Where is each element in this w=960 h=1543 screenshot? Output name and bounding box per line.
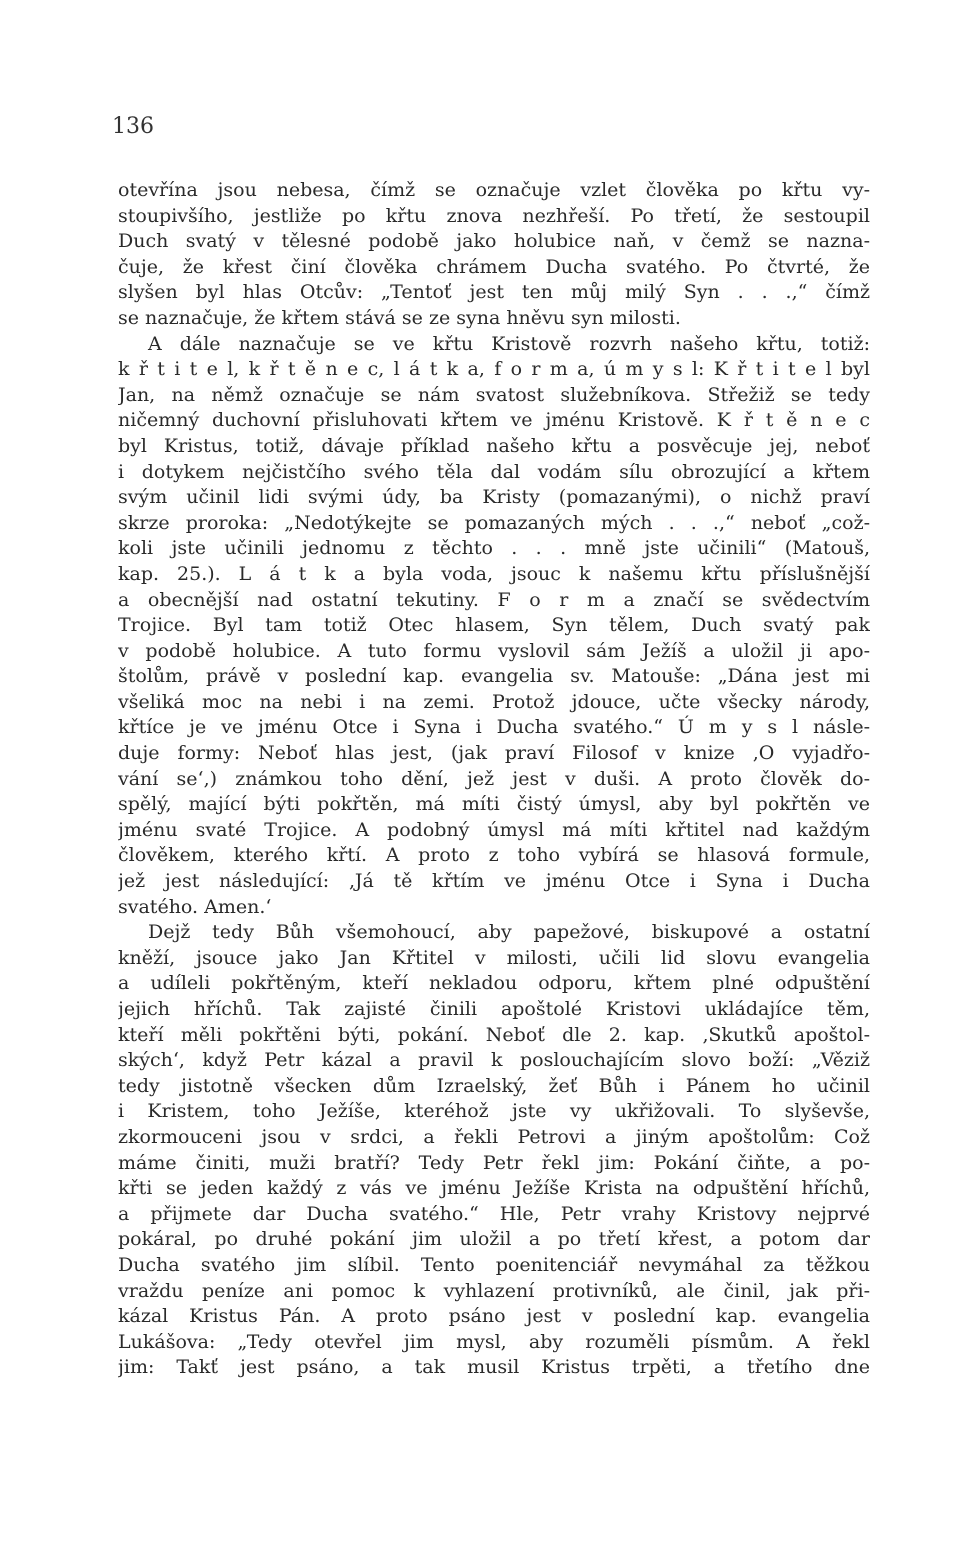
text-line: ských‘, když Petr kázal a pravil k poslouchajícím slovo boží: „Věziž [118, 1049, 870, 1072]
text-line: a obecnější nad ostatní tekutiny. F o r m a značí se svědectvím [118, 588, 870, 611]
text-line: A dále naznačuje se ve křtu Kristově rozvrh našeho křtu, totiž: [148, 332, 870, 355]
text-line: jim: Takť jest psáno, a tak musil Kristus trpěti, a třetího dne [118, 1356, 870, 1379]
text-line: a udíleli pokřtěným, kteří nekladou odporu, křtem plné odpuštění [118, 972, 870, 995]
text-line: otevřína jsou nebesa, čímž se označuje vzlet člověka po křtu vy- [118, 179, 870, 201]
text-line: koli jste učinili jednomu z těchto . . . mně jste učinili“ (Matouš, [118, 537, 870, 560]
text-line: a přijmete dar Ducha svatého.“ Hle, Petr vrahy Kristovy nejprvé [118, 1202, 870, 1225]
text-line: v podobě holubice. A tuto formu vyslovil sám Ježíš a uložil ji apo- [118, 639, 870, 662]
text-line: Jan, na němž označuje se nám svatost služebníkova. Střežiž se tedy [118, 383, 870, 406]
text-line: spělý, mající býti pokřtěn, má míti čistý úmysl, aby byl pokřtěn ve [118, 793, 870, 816]
text-line: křti se jeden každý z vás ve jménu Ježíše Krista na odpuštění hříchů, [118, 1177, 870, 1200]
text-line: skrze proroka: „Nedotýkejte se pomazaných mých . . .,“ neboť „což- [118, 511, 870, 534]
text-line: vraždu peníze ani pomoc k vyhlazení protivníků, ale činil, jak při- [118, 1279, 870, 1302]
text-line: Trojice. Byl tam totiž Otec hlasem, Syn tělem, Duch svatý pak [118, 614, 870, 637]
text-line: i Kristem, toho Ježíše, kteréhož jste vy ukřižovali. To slyševše, [118, 1100, 870, 1123]
text-line: vání se‘,) známkou toho dění, jež jest v duši. A proto člověk do- [118, 767, 870, 790]
text-line: k ř t i t e l, k ř t ě n e c, l á t k a, f o r m a, ú m y s l: K ř t i t e l byl [118, 358, 870, 381]
text-line: slyšen byl hlas Otcův: „Tentoť jest ten můj milý Syn . . .,“ čímž [118, 281, 870, 304]
text-line: jménu svaté Trojice. A podobný úmysl má míti křtitel nad každým [118, 818, 870, 841]
text-line: se naznačuje, že křtem stává se ze syna hněvu syn milosti. [118, 306, 681, 329]
text-line: svým učinil lidi svými údy, ba Kristy (pomazanými), o nichž praví [118, 486, 870, 509]
text-line: Ducha svatého jim slíbil. Tento poenitenciář nevymáhal za těžkou [118, 1253, 870, 1276]
body-text [118, 178, 870, 1381]
text-line: i dotykem nejčistčího svého těla dal vodám sílu obrozující a křtem [118, 460, 870, 483]
text-line: Dejž tedy Bůh všemohoucí, aby papežové, biskupové a ostatní [148, 921, 870, 944]
text-line: Lukášova: „Tedy otevřel jim mysl, aby rozuměli písmům. A řekl [118, 1330, 870, 1353]
text-line: stoupivšího, jestliže po křtu znova nezhřeší. Po třetí, že sestoupil [118, 204, 870, 227]
text-line: kněží, jsouce jako Jan Křtitel v milosti, učili lid slovu evangelia [118, 946, 870, 969]
page-number: 136 [112, 114, 154, 139]
text-line: jež jest následující: ‚Já tě křtím ve jménu Otce i Syna i Ducha [118, 870, 870, 893]
text-line: kteří měli pokřtěni býti, pokání. Neboť dle 2. kap. ‚Skutků apoštol- [118, 1023, 870, 1046]
text-line: jejich hříchů. Tak zajisté činili apoštolé Kristovi ukládajíce těm, [118, 998, 870, 1020]
text-line: máme činiti, muži bratří? Tedy Petr řekl jim: Pokání čiňte, a po- [118, 1151, 870, 1174]
text-line: svatého. Amen.‘ [118, 895, 272, 918]
text-line: pokáral, po druhé pokání jim uložil a po třetí křest, a potom dar [118, 1228, 870, 1251]
text-line: ničemný duchovní přisluhovati křtem ve jménu Kristově. K ř t ě n e c [118, 409, 870, 432]
text-line: kap. 25.). L á t k a byla voda, jsouc k našemu křtu příslušnější [118, 562, 870, 585]
text-line: tedy jistotně všecken dům Izraelský, žeť Bůh i Pánem ho učinil [118, 1074, 870, 1097]
text-line: všeliká moc na nebi i na zemi. Protož jdouce, učte všecky národy, [118, 690, 870, 713]
text-line: člověkem, kterého křtí. A proto z toho vybírá se hlasová formule, [118, 844, 870, 867]
text-line: štolům, právě v poslední kap. evangelia sv. Matouše: „Dána jest mi [118, 665, 870, 688]
text-line: Duch svatý v tělesné podobě jako holubice naň, v čemž se nazna- [118, 230, 870, 253]
text-line: duje formy: Neboť hlas jest, (jak praví Filosof v knize ‚O vyjadřo- [118, 742, 870, 765]
text-line: zkormouceni jsou v srdci, a řekli Petrovi a jiným apoštolům: Což [118, 1125, 870, 1148]
text-line: byl Kristus, totiž, dávaje příklad našeho křtu a posvěcuje jej, neboť [118, 434, 870, 457]
text-line: křtíce je ve jménu Otce i Syna i Ducha svatého.“ Ú m y s l násle- [118, 716, 870, 739]
text-line: kázal Kristus Pán. A proto psáno jest v poslední kap. evangelia [118, 1305, 870, 1328]
text-line: čuje, že křest činí člověka chrámem Ducha svatého. Po čtvrté, že [118, 255, 870, 278]
